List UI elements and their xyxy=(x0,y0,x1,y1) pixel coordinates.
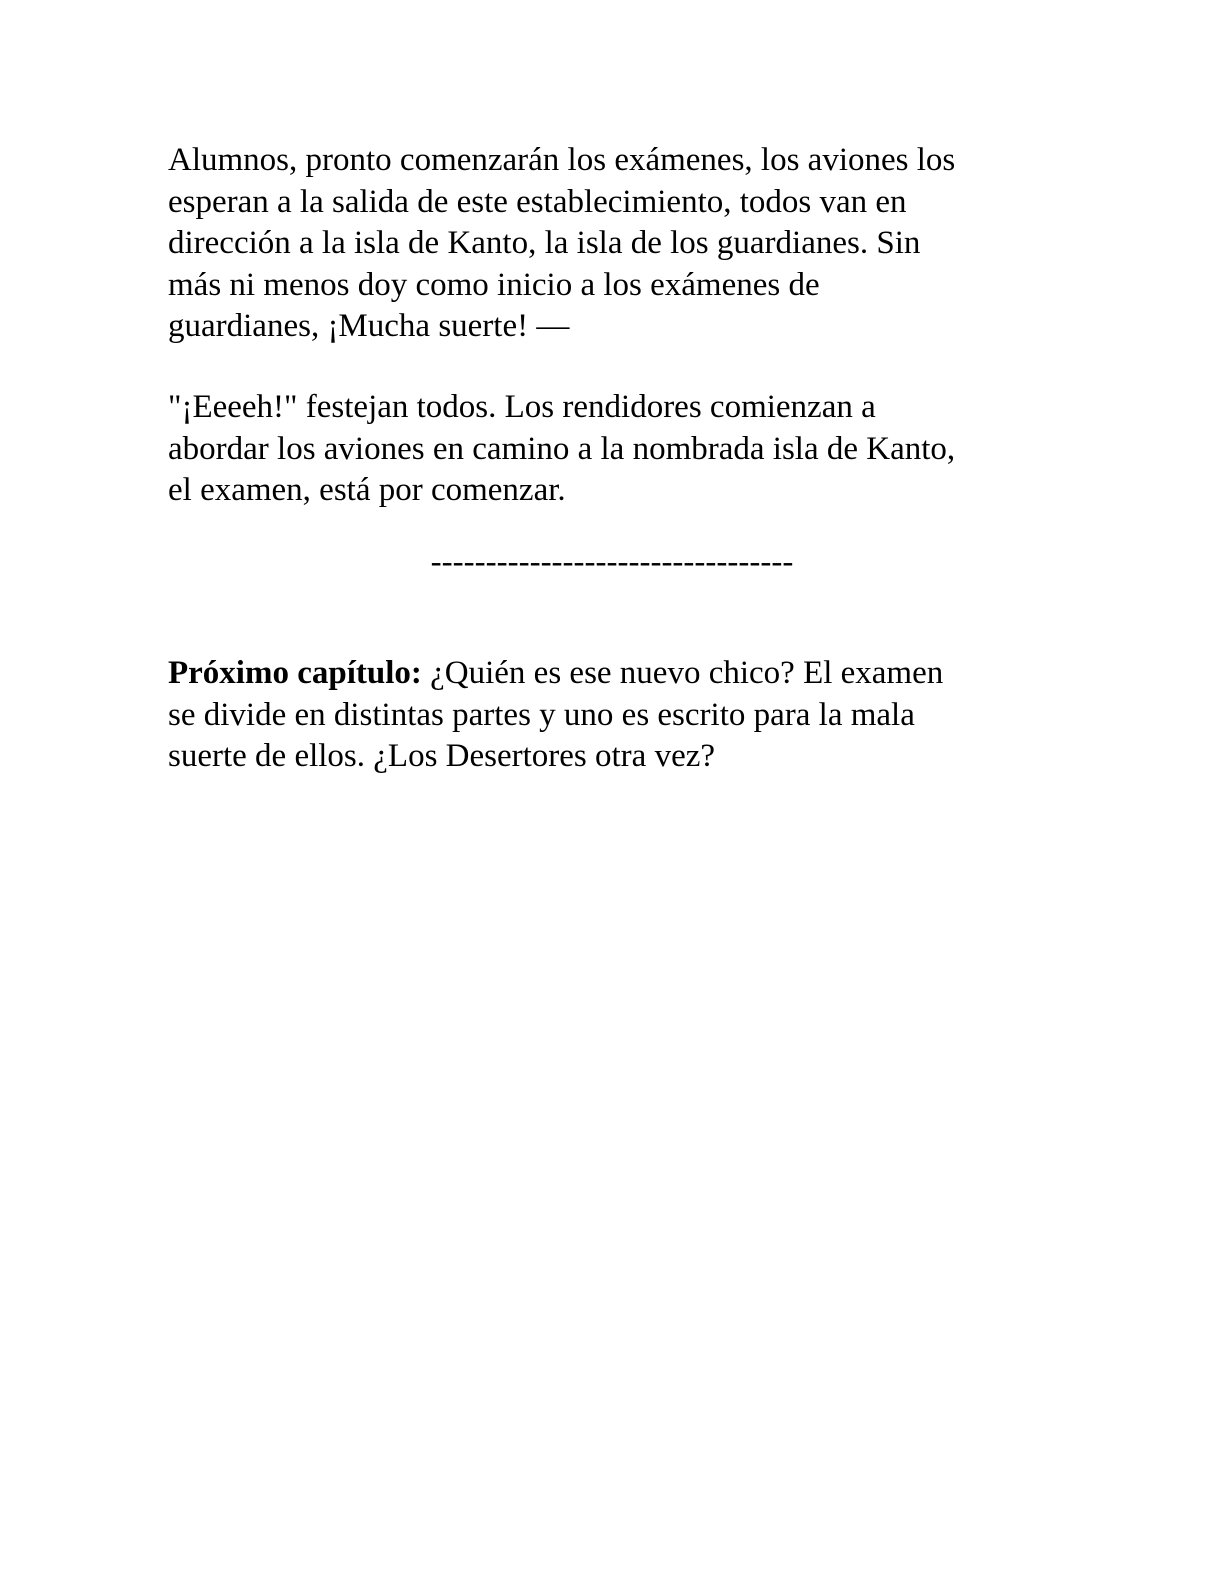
next-chapter-label: Próximo capítulo: xyxy=(168,655,422,691)
section-separator xyxy=(0,542,1224,584)
paragraph-announcement xyxy=(168,140,1048,348)
paragraph-text: Alumnos, pronto comenzarán los exámenes, los aviones los esperan a la salida de este establecimiento, todos van en dirección a la isla de Kanto, la isla de los guardianes. Sin más ni menos doy como inicio a los exámenes de guardianes, ¡Mucha suerte! — xyxy=(168,142,956,344)
paragraph-celebration xyxy=(168,387,1048,512)
next-chapter-paragraph xyxy=(168,653,1048,778)
separator-dashes: --------------------------------- xyxy=(430,544,794,580)
paragraph-text: "¡Eeeeh!" festejan todos. Los rendidores comienzan a abordar los aviones en camino a la nombrada isla de Kanto, el examen, está por comenzar. xyxy=(168,389,956,508)
next-chapter-text: ¿Quién es ese nuevo chico? El examen se divide en distintas partes y uno es escrito para la mala suerte de ellos. ¿Los Desertores otra vez? xyxy=(168,655,944,774)
next-chapter-section xyxy=(168,653,1048,778)
